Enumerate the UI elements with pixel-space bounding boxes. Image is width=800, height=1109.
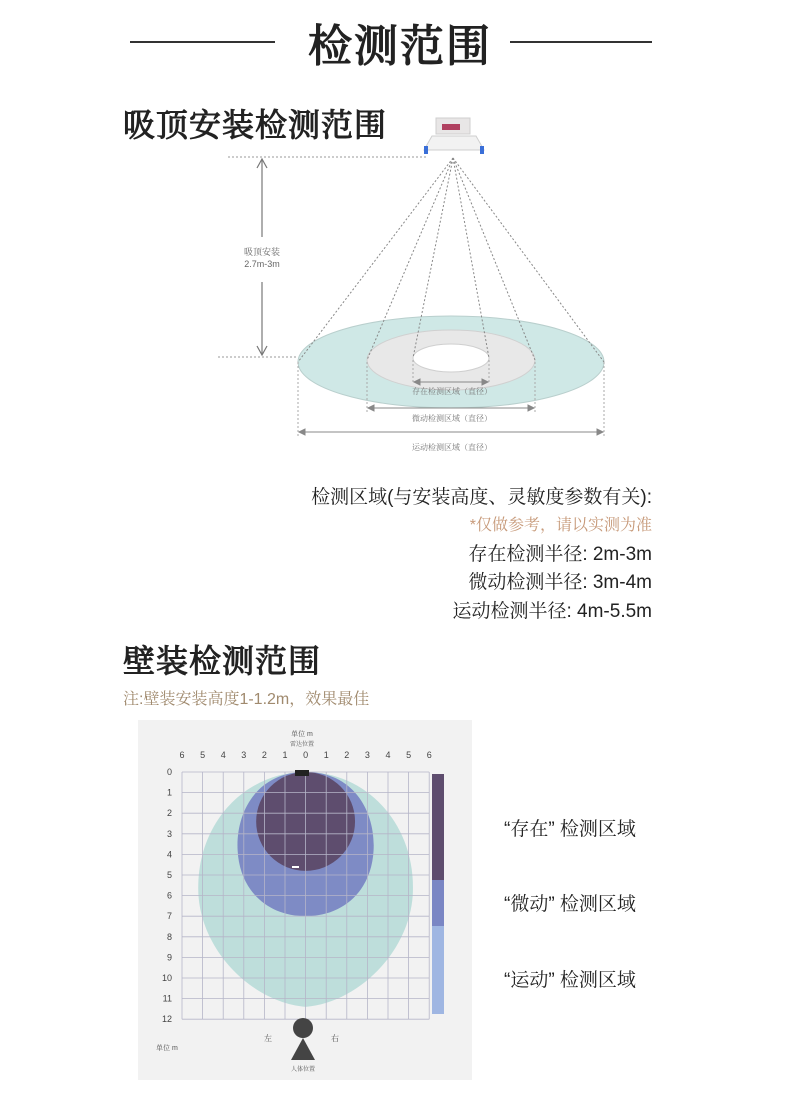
sensor-position-label: 雷达位置 xyxy=(289,742,315,748)
x-tick-label: 4 xyxy=(220,750,226,760)
legend-micro: “微动” 检测区域 xyxy=(504,894,636,915)
presence-dimension-label: 存在检测区域（直径） xyxy=(412,387,492,396)
unit-left-label: 单位 m xyxy=(156,1045,178,1052)
y-tick-label: 11 xyxy=(162,993,172,1004)
y-tick-label: 0 xyxy=(166,767,172,777)
wall-section-title: 壁装检测范围 xyxy=(123,643,322,679)
x-tick-label: 4 xyxy=(385,750,391,760)
legend-presence-swatch xyxy=(432,774,444,880)
right-label: 右 xyxy=(331,1034,339,1043)
motion-radius: 运动检测半径: 4m-5.5m xyxy=(452,601,652,622)
legend-presence: “存在” 检测区域 xyxy=(504,819,636,840)
micro-radius: 微动检测半径: 3m-4m xyxy=(468,572,652,593)
legend-motion-swatch xyxy=(432,926,444,1014)
micro-dimension-label: 微动检测区域（直径） xyxy=(412,414,492,423)
x-tick-label: 3 xyxy=(241,750,247,760)
x-tick-label: 6 xyxy=(179,750,185,760)
y-tick-label: 9 xyxy=(166,952,172,963)
info-note: *仅做参考，请以实测为准 xyxy=(469,517,652,534)
x-tick-label: 6 xyxy=(426,750,432,760)
wall-diagram xyxy=(138,720,472,1080)
y-tick-label: 3 xyxy=(166,828,172,839)
height-arrow xyxy=(257,159,267,355)
left-label: 左 xyxy=(264,1034,272,1043)
y-tick-label: 10 xyxy=(161,973,172,983)
person-position-label: 人体位置 xyxy=(290,1067,316,1073)
radar-sensor-icon xyxy=(295,770,309,776)
motion-dimension-label: 运动检测区域（直径） xyxy=(412,443,492,452)
y-tick-label: 6 xyxy=(166,890,172,901)
y-tick-label: 8 xyxy=(166,931,172,942)
y-tick-label: 4 xyxy=(166,849,172,860)
ceiling-diagram xyxy=(0,100,800,470)
page-title: 检测范围 xyxy=(308,22,492,71)
ceiling-section-title: 吸顶安装检测范围 xyxy=(123,107,388,143)
presence-radius: 存在检测半径: 2m-3m xyxy=(468,544,652,565)
info-heading: 检测区域(与安装高度、灵敏度参数有关): xyxy=(311,487,652,508)
x-tick-label: 2 xyxy=(344,750,350,760)
legend-bar xyxy=(432,774,444,1014)
height-label-line2: 2.7m-3m xyxy=(244,259,280,269)
y-tick-label: 1 xyxy=(166,787,172,798)
y-tick-label: 5 xyxy=(166,870,172,880)
legend-motion: “运动” 检测区域 xyxy=(504,970,636,991)
y-tick-label: 2 xyxy=(166,808,172,819)
ceiling-sensor-icon xyxy=(424,118,484,154)
x-tick-label: 2 xyxy=(261,750,267,760)
wall-note: 注:壁装安装高度1-1.2m，效果最佳 xyxy=(123,691,370,708)
x-tick-label: 1 xyxy=(282,750,288,760)
x-tick-label: 0 xyxy=(303,750,309,760)
y-tick-label: 7 xyxy=(166,911,172,922)
x-tick-label: 5 xyxy=(200,750,206,760)
title-line-right xyxy=(510,41,652,43)
x-tick-label: 1 xyxy=(323,750,329,760)
x-tick-label: 5 xyxy=(406,750,412,760)
sensor-marker xyxy=(292,866,299,868)
presence-zone-ellipse xyxy=(413,344,489,372)
unit-top-label: 单位 m xyxy=(291,731,313,738)
height-label-line1: 吸顶安装 xyxy=(243,247,281,257)
x-tick-label: 3 xyxy=(364,750,370,760)
legend-micro-swatch xyxy=(432,880,444,926)
y-tick-label: 12 xyxy=(161,1014,172,1025)
